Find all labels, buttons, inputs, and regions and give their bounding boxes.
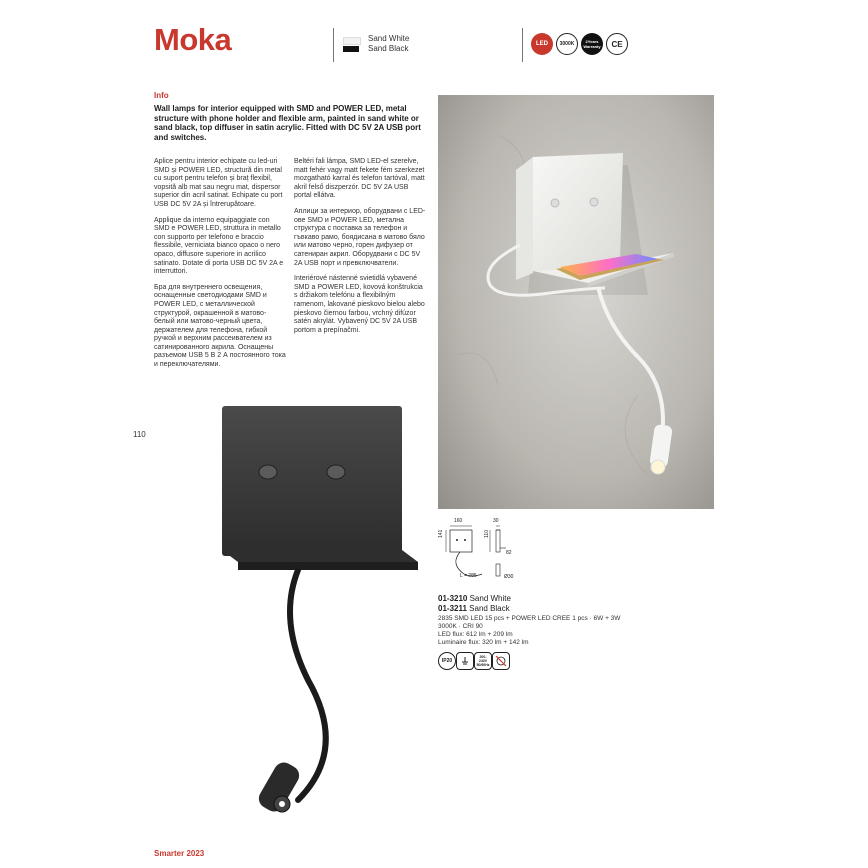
dim-arm-length: L = 285 (460, 573, 477, 579)
info-heading: Info (154, 91, 169, 100)
description-column-1 (154, 158, 286, 377)
lead-description: Wall lamps for interior equipped with SMD and POWER LED, metal structure with phone holder and flexible arm, painted in sand white or sand black, top diffuser in satin acrylic. Fitted with DC 5V 2A USB port and switches. (154, 104, 421, 142)
spec-luminaire-flux: Luminaire flux: 320 lm + 142 lm (438, 639, 529, 646)
product-photo-white (438, 95, 714, 509)
ground-symbol (460, 656, 470, 666)
color-temp-badge: 3000K (556, 33, 578, 55)
variant-label-white: Sand White (368, 34, 410, 43)
spec-cct: 3000K · CRI 90 (438, 623, 483, 630)
sand-black-swatch (343, 46, 359, 52)
variant-label-black: Sand Black (368, 44, 409, 53)
dim-depth: 30 (493, 518, 499, 524)
black-lamp-image (210, 400, 440, 830)
header-divider (333, 28, 334, 62)
dim-head-diameter: Ø30 (504, 574, 514, 580)
footer-catalog-name: Smarter 2023 (154, 849, 205, 858)
spec-led-flux: LED flux: 612 lm + 209 lm (438, 631, 513, 638)
product-code-white: 01-3210 Sand White (438, 594, 511, 603)
description-hu: Beltéri fali lámpa, SMD LED-el szerelve, matt fehér vagy matt fekete fém szerkezet mozgatható karral és telefon tartóval, matt akril felső diszperzór. DC 5V 2A USB portal ellátva. (294, 158, 425, 200)
description-ru: Бра для внутреннего освещения, оснащенные светодиодами SMD и POWER LED, с металлической структурой, окрашенной в матово-белый или матово-черный цвета, держателем для телефона, гибкой ручкой и верхним рассеивателем из сатинированного акрила. Оснащены разъемом USB 5 В 2 А постоянного тока и переключателями. (154, 283, 286, 369)
warranty-badge: 2Years Warranty (581, 33, 603, 55)
spec-list (438, 615, 638, 647)
technical-drawing (438, 520, 518, 582)
voltage-icon: 200-240V 50/60Hz (474, 652, 492, 670)
dim-height: 141 (438, 529, 444, 538)
wall-lamp-photo (438, 95, 714, 509)
dim-width: 160 (454, 518, 463, 524)
page-number: 110 (133, 430, 146, 439)
no-dimmer-icon (492, 652, 510, 670)
led-badge: LED (531, 33, 553, 55)
description-ro: Aplice pentru interior echipate cu led-uri SMD și POWER LED, structură din metal cu suport pentru telefon și braț flexibil, vopsită alb mat sau negru mat, dispersor superior din acril satinat. Echipate cu port USB DC 5V 2A și întrerupătoare. (154, 158, 283, 208)
sand-white-swatch (343, 37, 361, 45)
spec-led: 2835 SMD LED 15 pcs + POWER LED CREE 1 pcs · 6W + 3W (438, 615, 621, 622)
ip20-icon: IP20 (438, 652, 456, 670)
description-it: Applique da interno equipaggiate con SMD e POWER LED, struttura in metallo con supporto per telefono e braccio flessibile, verniciata bianco opaco o nero opaco, diffusore superiore in acrilico satinato. Dotate di porta USB DC 5V 2A e interruttori. (154, 216, 284, 276)
no-dimmer-symbol (494, 654, 508, 668)
description-bg: Аплици за интериор, оборудвани с LED-ове SMD и POWER LED, метална структура с поставка за телефон и гъвкаво рамо, боядисана в матово бяло или матово черно, горен дифузер от сатениран акрил. Оборудвани с DC 5V 2A USB порт и превключватели. (294, 207, 426, 267)
description-sk: Interiérové nástenné svietidlá vybavené SMD a POWER LED, kovová konštrukcia s držiakom telefónu a flexibilným ramenom, lakované pieskovo bielou alebo pieskovo čiernou farbou, vrchný difúzor satén akrylát. Vybavený DC 5V 2A USB portom a prepínačmi. (294, 275, 425, 334)
product-image-black (210, 400, 440, 830)
header-divider-2 (522, 28, 523, 62)
product-title: Moka (154, 22, 232, 57)
dim-switch-height: 82 (506, 550, 512, 556)
description-column-2 (294, 158, 426, 342)
class-icon (456, 652, 474, 670)
dim-front-height: 110 (484, 530, 490, 538)
product-code-black: 01-3211 Sand Black (438, 604, 510, 613)
ce-badge: CE (606, 33, 628, 55)
